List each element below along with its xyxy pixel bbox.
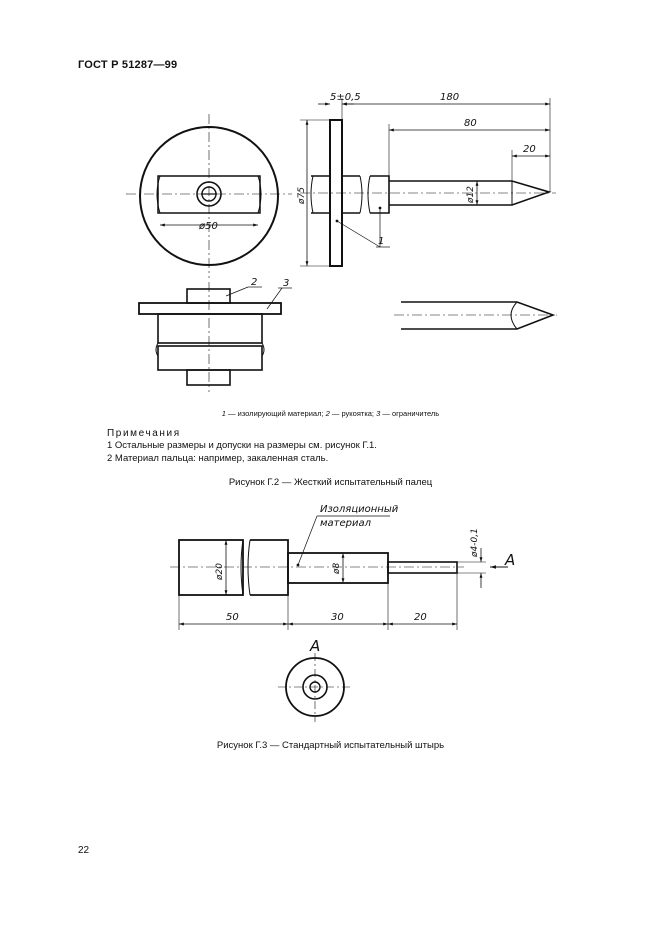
g2-front-view <box>126 114 292 278</box>
legend-number-2: 2 <box>325 409 330 418</box>
material-label-line2: материал <box>320 518 372 529</box>
dim-l20: 20 <box>414 612 427 623</box>
callout-2: 2 <box>251 277 258 288</box>
view-label-a-top: A <box>310 637 321 655</box>
dim-thickness: 5±0,5 <box>330 92 361 103</box>
g2-side-view <box>300 98 556 266</box>
dim-handle-diameter: ø50 <box>199 221 218 232</box>
legend-number-1: 1 <box>221 409 226 418</box>
g3-view-a <box>278 653 352 722</box>
note-2: 2 Материал пальца: например, закаленная сталь. <box>107 453 329 464</box>
dim-tip-length: 20 <box>523 144 536 155</box>
callout-1: 1 <box>378 236 385 247</box>
dim-overall-length: 180 <box>440 92 460 103</box>
dim-finger-diameter: ø12 <box>466 186 476 203</box>
page-number: 22 <box>78 845 90 856</box>
legend-text-1: — изолирующий материал; <box>225 409 326 418</box>
dim-l30: 30 <box>331 612 344 623</box>
g2-finger-view <box>394 302 557 329</box>
figure-g2-legend <box>0 409 661 418</box>
note-1: 1 Остальные размеры и допуски на размеры см. рисунок Г.1. <box>107 440 377 451</box>
legend-number-3: 3 <box>376 409 381 418</box>
g2-top-view <box>139 282 292 392</box>
notes-title: Примечания <box>107 428 181 439</box>
dim-d20: ø20 <box>215 563 225 580</box>
dim-finger-length: 80 <box>464 118 477 129</box>
callout-3: 3 <box>283 278 290 289</box>
dim-l50: 50 <box>226 612 239 623</box>
figure-g2-caption: Рисунок Г.2 — Жесткий испытательный палец <box>228 477 433 488</box>
figure-g3-caption: Рисунок Г.3 — Стандартный испытательный штырь <box>216 740 445 751</box>
dim-stop-diameter: ø75 <box>297 187 307 204</box>
dim-d4: ø4-0,1 <box>470 528 480 557</box>
view-label-a-side: A <box>505 551 516 569</box>
document-header: ГОСТ Р 51287—99 <box>78 59 178 71</box>
material-label-line1: Изоляционный <box>320 504 399 515</box>
legend-text-2: — рукоятка; <box>329 409 377 418</box>
legend-text-3: — ограничитель <box>380 409 440 418</box>
dim-d8: ø8 <box>332 562 342 574</box>
